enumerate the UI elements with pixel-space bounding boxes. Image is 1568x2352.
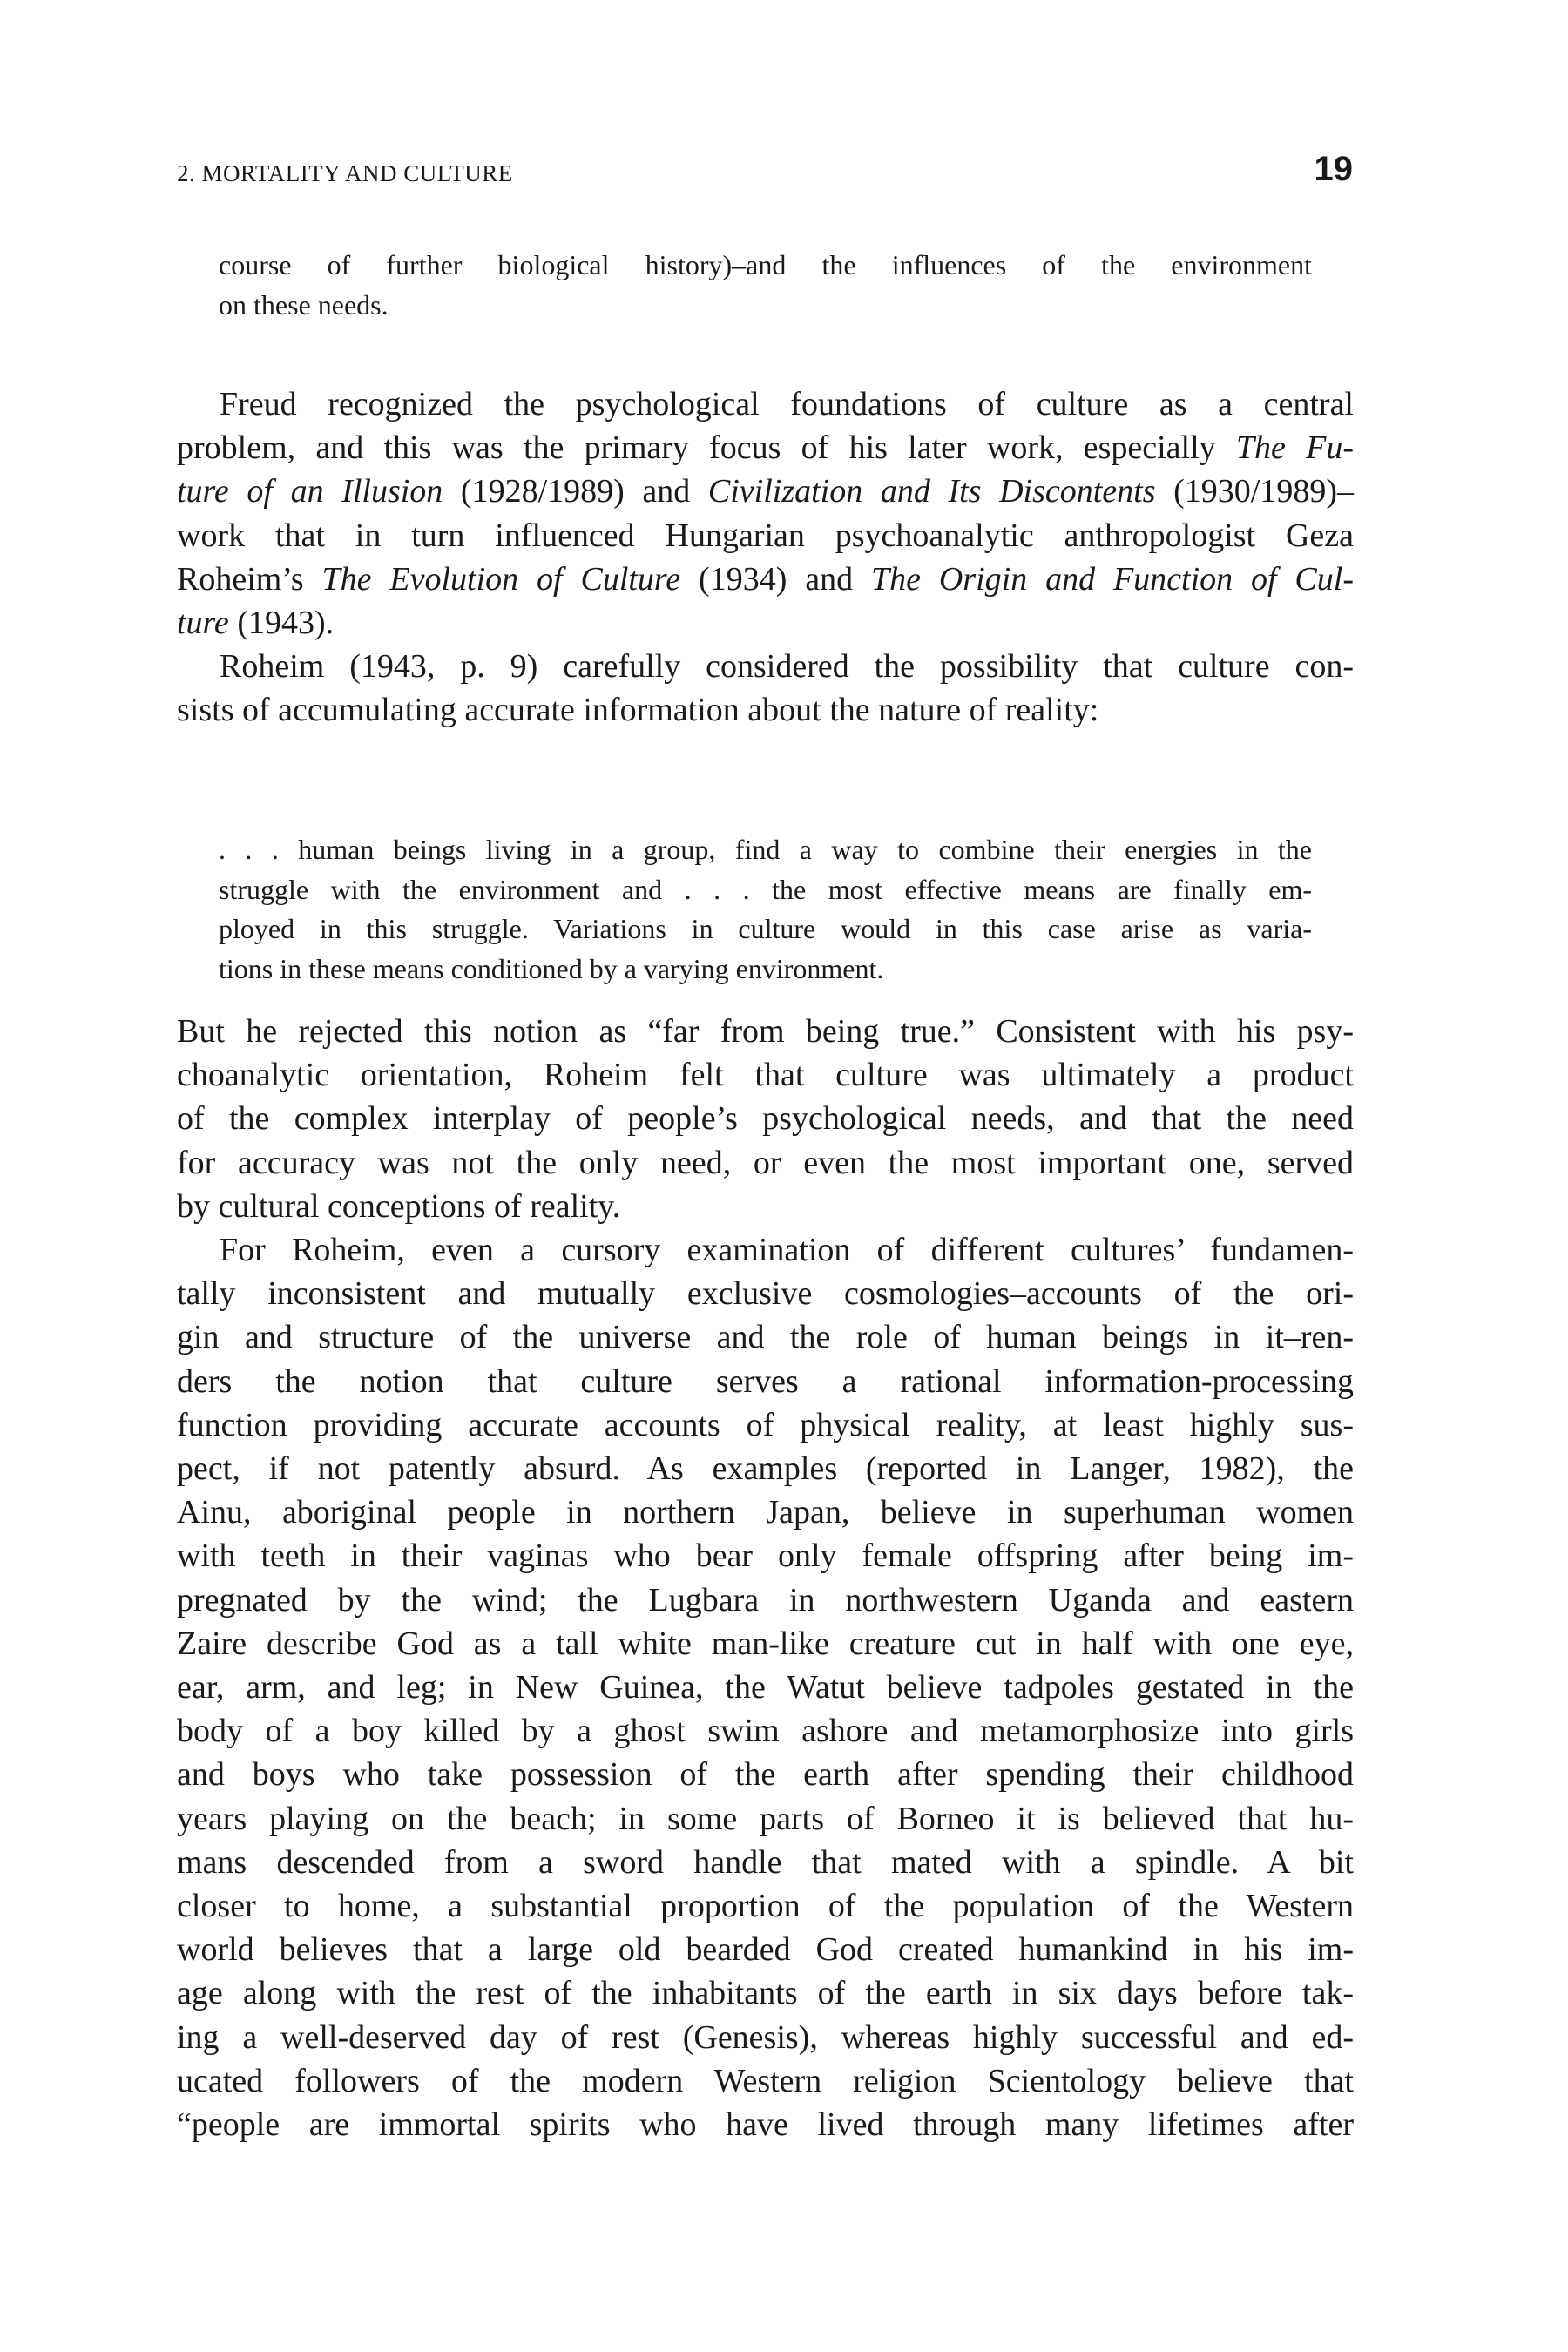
text-segment: . . . human beings living in a group, find a way to combine their energies in the	[219, 834, 1312, 865]
text-line	[219, 830, 1312, 870]
text-line	[177, 1053, 1354, 1097]
text-segment: struggle with the environment and . . . the most effective means are finally em-	[219, 873, 1312, 905]
text-segment: tions in these means conditioned by a varying environment.	[219, 952, 884, 984]
text-line	[177, 2016, 1354, 2059]
text-segment: world believes that a large old bearded God created humankind in his im-	[177, 1931, 1354, 1969]
text-line	[177, 1010, 1354, 1053]
paragraph-roheim-rejection	[177, 1010, 1354, 2146]
text-segment: gin and structure of the universe and the role of human beings in it–ren-	[177, 1319, 1354, 1356]
text-segment: pect, if not patently absurd. As examples (reported in Langer, 1982), the	[177, 1450, 1354, 1488]
text-line	[177, 1185, 1354, 1228]
italic-title: The Evolution of Culture	[321, 560, 681, 598]
text-line	[177, 1622, 1354, 1666]
text-segment: choanalytic orientation, Roheim felt that culture was ultimately a product	[177, 1057, 1354, 1094]
text-segment: course of further biological history)–and the influences of the environment	[219, 249, 1312, 280]
text-line	[219, 246, 1312, 286]
italic-title: ture	[177, 605, 229, 642]
text-segment: (1928/1989) and	[443, 473, 708, 510]
running-head: 2. MORTALITY AND CULTURE	[177, 160, 513, 186]
text-line	[177, 1141, 1354, 1185]
text-line	[177, 2103, 1354, 2146]
text-line	[177, 558, 1354, 601]
text-line	[219, 950, 1312, 990]
italic-title: The Origin and Function of Cul-	[870, 560, 1354, 598]
text-segment: Ainu, aboriginal people in northern Japan, believe in superhuman women	[177, 1494, 1354, 1531]
text-segment: function providing accurate accounts of physical reality, at least highly sus-	[177, 1406, 1354, 1443]
text-line	[177, 1360, 1354, 1403]
text-segment: years playing on the beach; in some parts of Borneo it is believed that hu-	[177, 1800, 1354, 1837]
text-line	[219, 286, 1312, 326]
text-segment: ployed in this struggle. Variations in culture would in this case arise as varia-	[219, 913, 1312, 945]
text-segment: Zaire describe God as a tall white man-like creature cut in half with one eye,	[177, 1625, 1354, 1662]
block-quote-continuation	[219, 246, 1312, 325]
text-segment: sists of accumulating accurate information about the nature of reality:	[177, 692, 1099, 729]
text-line	[177, 1841, 1354, 1884]
block-quote-roheim	[219, 830, 1312, 989]
text-segment: and boys who take possession of the earth after spending their childhood	[177, 1756, 1354, 1794]
text-line	[177, 1534, 1354, 1578]
text-line	[177, 1797, 1354, 1841]
text-segment: by cultural conceptions of reality.	[177, 1187, 621, 1225]
text-line	[177, 1315, 1354, 1359]
text-line	[177, 1578, 1354, 1622]
text-line	[177, 514, 1354, 558]
text-segment: tally inconsistent and mutually exclusive cosmologies–accounts of the ori-	[177, 1275, 1354, 1313]
text-line	[177, 688, 1354, 732]
text-line	[177, 382, 1354, 426]
text-segment: on these needs.	[219, 288, 389, 321]
text-line	[177, 1928, 1354, 1971]
text-line	[177, 1709, 1354, 1753]
text-segment: Freud recognized the psychological foundations of culture as a central	[220, 386, 1354, 422]
text-segment: (1930/1989)–	[1155, 473, 1354, 510]
text-segment: body of a boy killed by a ghost swim ashore and metamorphosize into girls	[177, 1713, 1354, 1750]
text-segment: “people are immortal spirits who have lived through many lifetimes after	[177, 2106, 1354, 2144]
text-segment: for accuracy was not the only need, or even the most important one, served	[177, 1144, 1354, 1181]
page-number: 19	[1314, 150, 1353, 188]
text-segment: ucated followers of the modern Western religion Scientology believe that	[177, 2062, 1354, 2099]
text-segment: Roheim’s	[177, 560, 322, 598]
text-segment: mans descended from a sword handle that mated with a spindle. A bit	[177, 1843, 1354, 1881]
text-segment: closer to home, a substantial proportion of the population of the Western	[177, 1888, 1354, 1925]
italic-title: ture of an Illusion	[177, 473, 443, 510]
text-line	[177, 1097, 1354, 1140]
text-segment: age along with the rest of the inhabitants of the earth in six days before tak-	[177, 1975, 1354, 2012]
text-line	[177, 1447, 1354, 1490]
text-segment: ear, arm, and leg; in New Guinea, the Watut believe tadpoles gestated in the	[177, 1669, 1354, 1707]
text-line	[219, 909, 1312, 950]
text-segment: work that in turn influenced Hungarian psychoanalytic anthropologist Geza	[177, 517, 1354, 554]
text-line	[177, 426, 1354, 470]
text-line	[177, 1971, 1354, 2015]
text-segment: ing a well-deserved day of rest (Genesis), whereas highly successful and ed-	[177, 2018, 1354, 2056]
text-line	[177, 1884, 1354, 1928]
italic-title: Civilization and Its Discontents	[707, 473, 1156, 510]
text-line	[177, 2059, 1354, 2103]
text-line	[219, 870, 1312, 910]
text-line	[177, 1403, 1354, 1447]
text-line	[177, 1228, 1354, 1272]
text-segment: of the complex interplay of people’s psychological needs, and that the need	[177, 1100, 1354, 1138]
text-segment: with teeth in their vaginas who bear only female offspring after being im-	[177, 1538, 1354, 1575]
text-line	[177, 1753, 1354, 1796]
text-segment: problem, and this was the primary focus of his later work, especially	[177, 429, 1236, 467]
text-line	[177, 470, 1354, 513]
text-segment: (1934) and	[680, 560, 871, 598]
text-line	[177, 1490, 1354, 1534]
paragraph-freud	[177, 382, 1354, 733]
text-segment: But he rejected this notion as “far from being true.” Consistent with his psy-	[177, 1013, 1354, 1050]
text-line	[177, 645, 1354, 688]
text-line	[177, 601, 1354, 645]
text-segment: (1943).	[228, 605, 335, 642]
text-line	[177, 1272, 1354, 1315]
italic-title: The Fu-	[1235, 429, 1354, 467]
text-segment: ders the notion that culture serves a rational information-processing	[177, 1362, 1354, 1400]
text-segment: Roheim (1943, p. 9) carefully considered the possibility that culture con-	[220, 648, 1354, 686]
text-segment: For Roheim, even a cursory examination of different cultures’ fundamen-	[220, 1232, 1354, 1269]
text-line	[177, 1666, 1354, 1709]
text-segment: pregnated by the wind; the Lugbara in northwestern Uganda and eastern	[177, 1581, 1354, 1619]
